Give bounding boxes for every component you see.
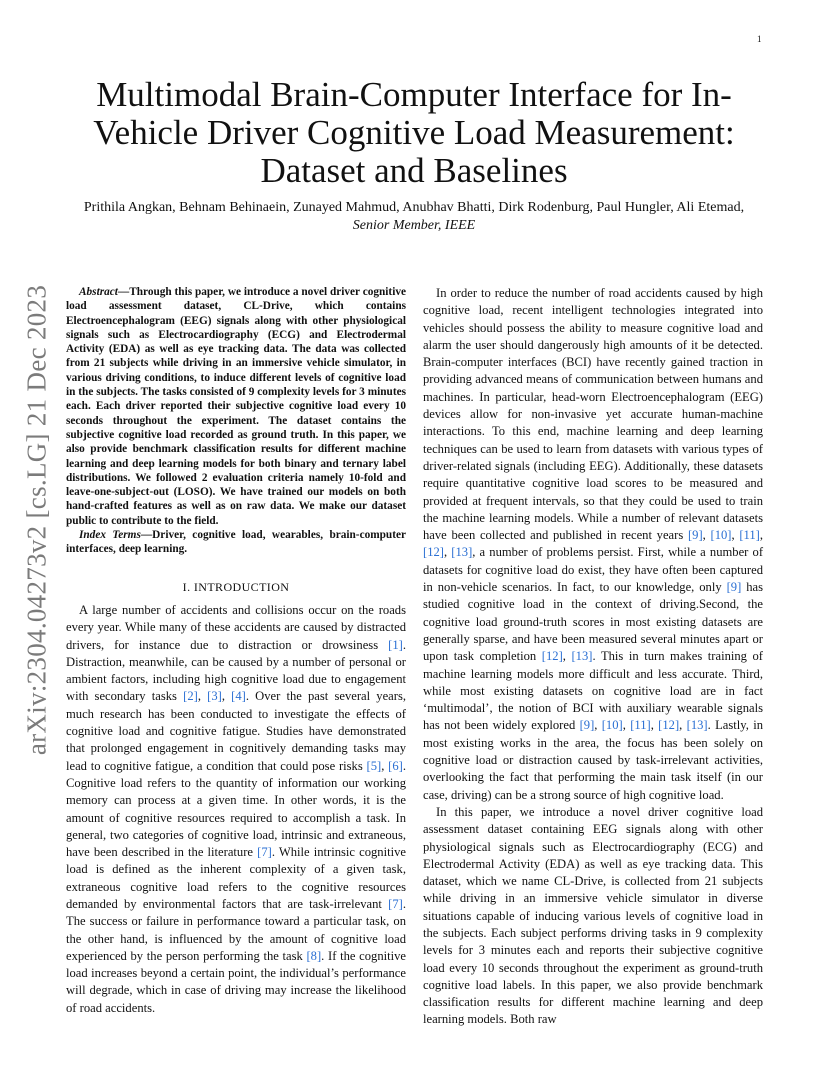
- citation-link[interactable]: [10]: [601, 718, 623, 733]
- citation-link[interactable]: [1]: [388, 637, 403, 652]
- author-names: Prithila Angkan, Behnam Behinaein, Zunayed Mahmud, Anubhav Bhatti, Dirk Rodenburg, Paul Hungler, Ali Etemad,: [83, 200, 745, 215]
- text-run: ,: [562, 649, 572, 664]
- text-run: , a number of problems persist. First, while a number of datasets for cognitive load do exist, they have often been captured in non-vehicle scenarios. In fact, to our knowledge, only: [423, 545, 764, 595]
- page-number: 1: [757, 34, 762, 44]
- intro-paragraph-2: [423, 285, 763, 804]
- text-run: ,: [594, 718, 602, 733]
- citation-link[interactable]: [2]: [183, 689, 198, 704]
- author-list: [70, 199, 758, 235]
- left-column: [66, 285, 406, 1017]
- citation-link[interactable]: [13]: [571, 649, 593, 664]
- abstract: [66, 285, 406, 528]
- paper-title: Multimodal Brain-Computer Interface for In-Vehicle Driver Cognitive Load Measurement: Dataset and Baselines: [93, 75, 735, 190]
- citation-link[interactable]: [13]: [451, 545, 473, 560]
- intro-paragraph-1: [66, 602, 406, 1017]
- text-run: ,: [702, 528, 711, 543]
- text-run: . Over the past several years, much research has been conducted to investigate the effects of cognitive load and cognitive fatigue. Studies have demonstrated that prolonged engagement in cognitively demanding tasks may lead to cognitive fatigue, a condition that could pose risks: [66, 689, 406, 773]
- text-run: . If the cognitive load increases beyond a certain point, the individual’s performance will degrade, which in case of driving may increase the likelihood of road accidents.: [66, 948, 407, 1015]
- text-run: In order to reduce the number of road accidents caused by high cognitive load, recent intelligent technologies integrated into vehicles should possess the ability to measure cognitive load and alarm the user should dangerously high amounts of it be detected. Brain-computer interfaces (BCI) have recently gained traction in providing advanced means of communication between humans and machines. In particular, head-worn Electroencephalogram (EEG) devices allow for non-invasive yet accurate human-machine interactions. To this end, machine learning and deep learning techniques can be used to learn from datasets with various types of driver-related signals (including EEG). Additionally, these datasets require quantitative cognitive load scores to be measured and provided at frequent intervals, so that they could be used to train the machine learning models. While a number of relevant datasets have been collected and published in recent years: [423, 286, 763, 543]
- citation-link[interactable]: [9]: [579, 718, 595, 733]
- section-heading-introduction: I. INTRODUCTION: [182, 579, 290, 594]
- text-run: . While intrinsic cognitive load is defined as the inherent complexity of a given task, extraneous cognitive load refers to the cognitive resources demanded by environmental factors that are task-irrelevant: [66, 845, 406, 911]
- text-run: A large number of accidents and collisions occur on the roads every year. While many of these accidents are caused by distracted drivers, for instance due to distraction or drowsiness: [66, 602, 406, 652]
- text-run: . Distraction, meanwhile, can be caused by a number of personal or ambient factors, including high cognitive load due to engagement with secondary tasks: [66, 637, 406, 704]
- citation-link[interactable]: [7]: [388, 896, 403, 911]
- index-terms: [66, 528, 406, 557]
- text-run: . Lastly, in most existing works in the area, the focus has been solely on cognitive load or distraction caused by task-irrelevant activities, overlooking the fact that performing the main task itself (in our case, driving) can be a strong source of high cognitive load.: [423, 718, 763, 802]
- text-run: ,: [197, 689, 208, 704]
- text-run: ,: [731, 528, 740, 543]
- text-run: ,: [221, 689, 232, 704]
- citation-link[interactable]: [6]: [388, 758, 403, 773]
- citation-link[interactable]: [9]: [726, 580, 742, 595]
- citation-link[interactable]: [8]: [306, 948, 322, 963]
- abstract-label: Abstract: [79, 286, 118, 298]
- citation-link[interactable]: [12]: [658, 718, 680, 733]
- citation-link[interactable]: [11]: [739, 528, 760, 543]
- citation-link[interactable]: [3]: [207, 689, 222, 704]
- citation-link[interactable]: [5]: [366, 758, 382, 773]
- text-run: ,: [443, 545, 452, 560]
- citation-link[interactable]: [13]: [686, 718, 708, 733]
- index-terms-label: Index Terms: [79, 529, 141, 542]
- citation-link[interactable]: [12]: [423, 545, 444, 560]
- text-run: . Cognitive load refers to the quantity of information our working memory can process at a given time. In other words, it is the amount of cognitive resources required to accomplish a task. In general, two categories of cognitive load, intrinsic and extraneous, have been described in the literature: [66, 758, 406, 860]
- text-run: ,: [759, 528, 764, 543]
- text-run: has studied cognitive load in the context of driving.Second, the cognitive load ground-truth scores in most existing datasets are generally sparse, and have been measured several minutes apart or upon task completion: [423, 580, 763, 664]
- text-run: ,: [381, 758, 389, 773]
- citation-link[interactable]: [12]: [541, 649, 563, 664]
- citation-link[interactable]: [11]: [630, 718, 651, 733]
- author-role: Senior Member, IEEE: [352, 218, 476, 233]
- citation-link[interactable]: [4]: [231, 689, 246, 704]
- text-run: . This in turn makes training of machine learning models more difficult and less accurate. Third, while most existing datasets on cognitive load are in fact ‘multimodal’, the notion of BCI with auxiliary wearable signals has not been widely explored: [423, 649, 763, 733]
- citation-link[interactable]: [10]: [710, 528, 732, 543]
- arxiv-identifier[interactable]: arXiv:2304.04273v2 [cs.LG] 21 Dec 2023: [21, 284, 52, 756]
- text-run: ,: [650, 718, 659, 733]
- citation-link[interactable]: [7]: [257, 845, 272, 860]
- text-run: ,: [679, 718, 687, 733]
- right-column: [423, 285, 763, 1029]
- abstract-text: —Through this paper, we introduce a novel driver cognitive load assessment dataset, CL-Drive, which contains Electroencephalogram (EEG) signals along with other physiological signals such as Electrocardiography (ECG) and Electrodermal Activity (EDA) as well as eye tracking data. The data was collected from 21 subjects while driving in an immersive vehicle simulator, in various driving conditions, to induce different levels of cognitive load in the subjects. The tasks consisted of 9 complexity levels for 3 minutes each. Each driver reported their subjective cognitive load every 10 seconds throughout the experiment. The dataset contains the subjective cognitive load recorded as ground truth. In this paper, we also provide benchmark classification results for different machine learning and deep learning models for both binary and ternary label distributions. We followed 2 evaluation criteria namely 10-fold and leave-one-subject-out (LOSO). We have trained our models on both hand-crafted features as well as on raw data. We make our dataset public to contribute to the field.: [66, 286, 406, 527]
- citation-link[interactable]: [9]: [687, 528, 703, 543]
- text-run: ,: [622, 718, 631, 733]
- intro-paragraph-3: In this paper, we introduce a novel driver cognitive load assessment dataset containing EEG signals along with other physiological signals such as Electrocardiography (ECG) and Electrodermal Activity (EDA) as well as eye tracking data. This dataset, which we name CL-Drive, is collected from 21 subjects while driving in an immersive vehicle simulator in diverse situations capable of inducing various levels of cognitive load in the subjects. Each subject performs driving tasks in 9 complexity levels for 3 minutes each and reports their subjective cognitive load every 10 seconds throughout the experiment as ground-truth cognitive load labels. In this paper, we also provide benchmark classification results for different machine learning and deep learning models. Both raw: [423, 804, 763, 1027]
- index-terms-text: —Driver, cognitive load, wearables, brain-computer interfaces, deep learning.: [66, 529, 406, 556]
- text-run: . The success or failure in performance toward a particular task, on the other hand, is influenced by the amount of cognitive load experienced by the person performing the task: [66, 896, 406, 963]
